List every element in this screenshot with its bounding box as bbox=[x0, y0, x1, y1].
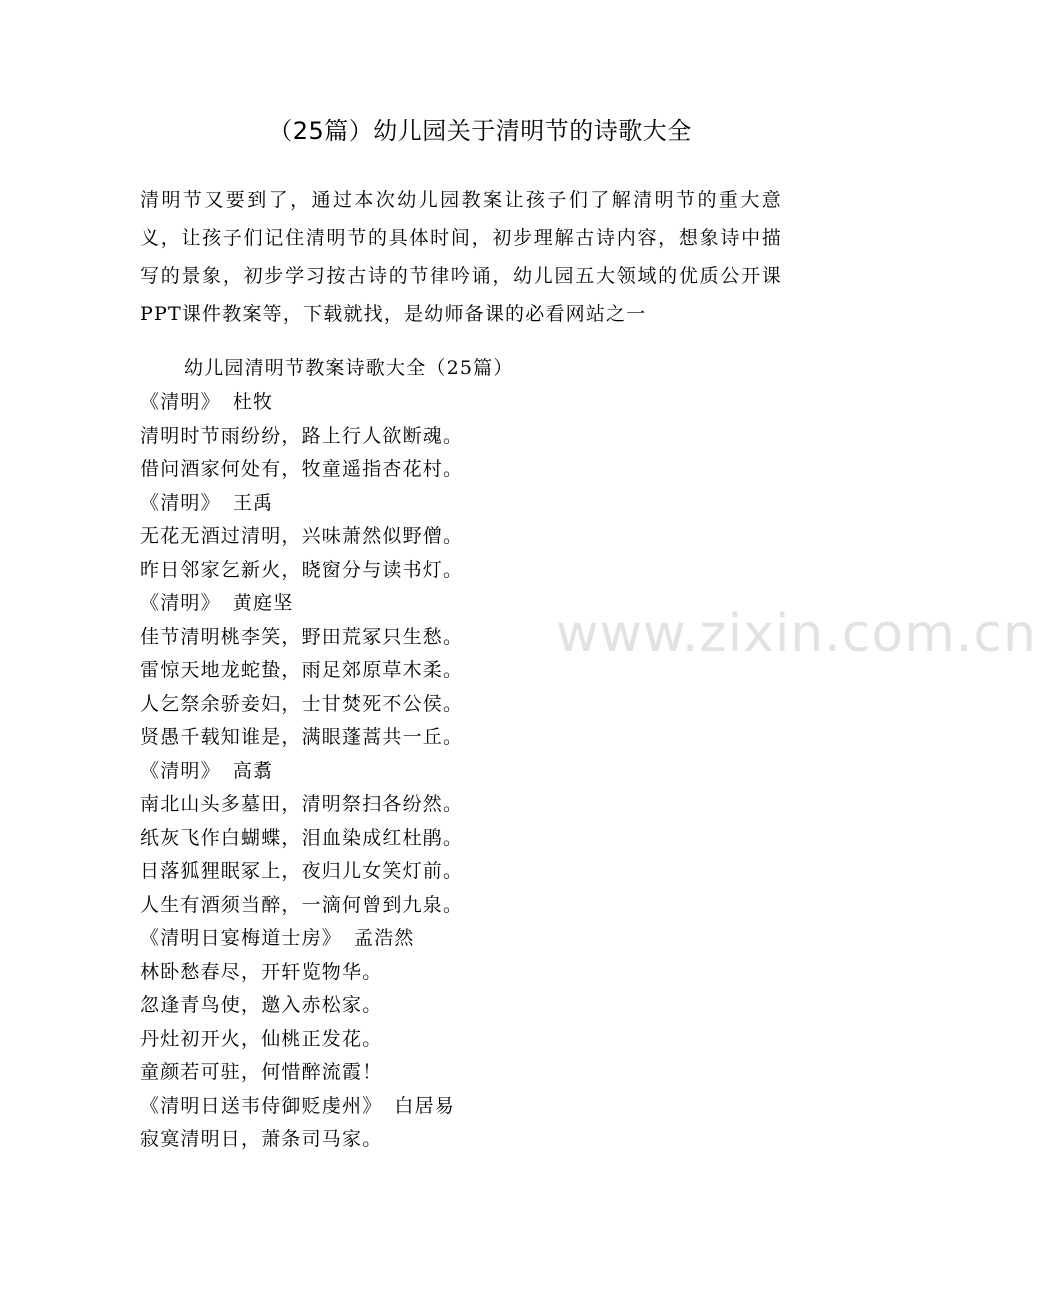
poem-line: 童颜若可驻，何惜醉流霞！ bbox=[140, 1061, 383, 1083]
poem-line: 日落狐狸眠冢上，夜归儿女笑灯前。 bbox=[140, 860, 464, 882]
poem-line: 林卧愁春尽，开轩览物华。 bbox=[140, 960, 383, 983]
poem-title: 《清明》 bbox=[140, 759, 221, 782]
poem-author: 高翥 bbox=[232, 759, 274, 782]
poem-heading bbox=[140, 487, 780, 521]
poem-line: 南北山头多墓田，清明祭扫各纷然。 bbox=[140, 793, 464, 815]
poem-line: 昨日邻家乞新火，晓窗分与读书灯。 bbox=[140, 558, 464, 581]
poem-author: 王禹 bbox=[232, 491, 274, 514]
intro-paragraph: 清明节又要到了，通过本次幼儿园教案让孩子们了解清明节的重大意义，让孩子们记住清明节的具体时间，初步理解古诗内容，想象诗中描写的景象，初步学习按古诗的节律吟诵，幼儿园五大领域的优质公开课PPT课件教案等，下载就找，是幼师备课的必看网站之一 bbox=[140, 189, 782, 325]
poem-line: 无花无酒过清明，兴味萧然似野僧。 bbox=[140, 525, 464, 547]
poem-list bbox=[140, 386, 780, 1157]
poem-line: 借问酒家何处有，牧童遥指杏花村。 bbox=[140, 458, 464, 480]
poem-heading bbox=[140, 755, 780, 789]
poem-line: 寂寞清明日，萧条司马家。 bbox=[140, 1128, 383, 1150]
poem-title: 《清明日送韦侍御贬虔州》 bbox=[140, 1094, 383, 1117]
poem-author: 白居易 bbox=[394, 1094, 456, 1117]
poem-line: 纸灰飞作白蝴蝶，泪血染成红杜鹃。 bbox=[140, 826, 464, 849]
poem-heading bbox=[140, 386, 780, 420]
poem-line: 雷惊天地龙蛇蛰，雨足郊原草木柔。 bbox=[140, 659, 464, 681]
poem-line: 人乞祭余骄妾妇，士甘焚死不公侯。 bbox=[140, 692, 464, 715]
poem-line: 贤愚千载知谁是，满眼蓬蒿共一丘。 bbox=[140, 726, 464, 748]
section-subheading: 幼儿园清明节教案诗歌大全（25篇） bbox=[184, 357, 514, 379]
poem-line: 忽逢青鸟使，邀入赤松家。 bbox=[140, 994, 383, 1016]
poem-title: 《清明》 bbox=[140, 491, 221, 514]
poem-line: 人生有酒须当醉，一滴何曾到九泉。 bbox=[140, 893, 464, 916]
poem-title: 《清明日宴梅道士房》 bbox=[140, 927, 343, 949]
poem-heading bbox=[140, 587, 780, 621]
poem-author: 杜牧 bbox=[232, 391, 274, 413]
poem-line: 清明时节雨纷纷，路上行人欲断魂。 bbox=[140, 424, 464, 447]
poem-heading bbox=[140, 1090, 780, 1124]
poem-heading bbox=[140, 922, 780, 956]
poem-line: 丹灶初开火，仙桃正发花。 bbox=[140, 1027, 383, 1050]
watermark: www.zixin.com.cn bbox=[556, 604, 1037, 664]
poem-title: 《清明》 bbox=[140, 592, 221, 614]
poem-author: 黄庭坚 bbox=[232, 592, 294, 614]
poem-author: 孟浩然 bbox=[354, 927, 415, 949]
document-title: （25篇）幼儿园关于清明节的诗歌大全 bbox=[268, 117, 692, 145]
poem-title: 《清明》 bbox=[140, 391, 221, 413]
poem-line: 佳节清明桃李笑，野田荒冢只生愁。 bbox=[140, 625, 464, 648]
